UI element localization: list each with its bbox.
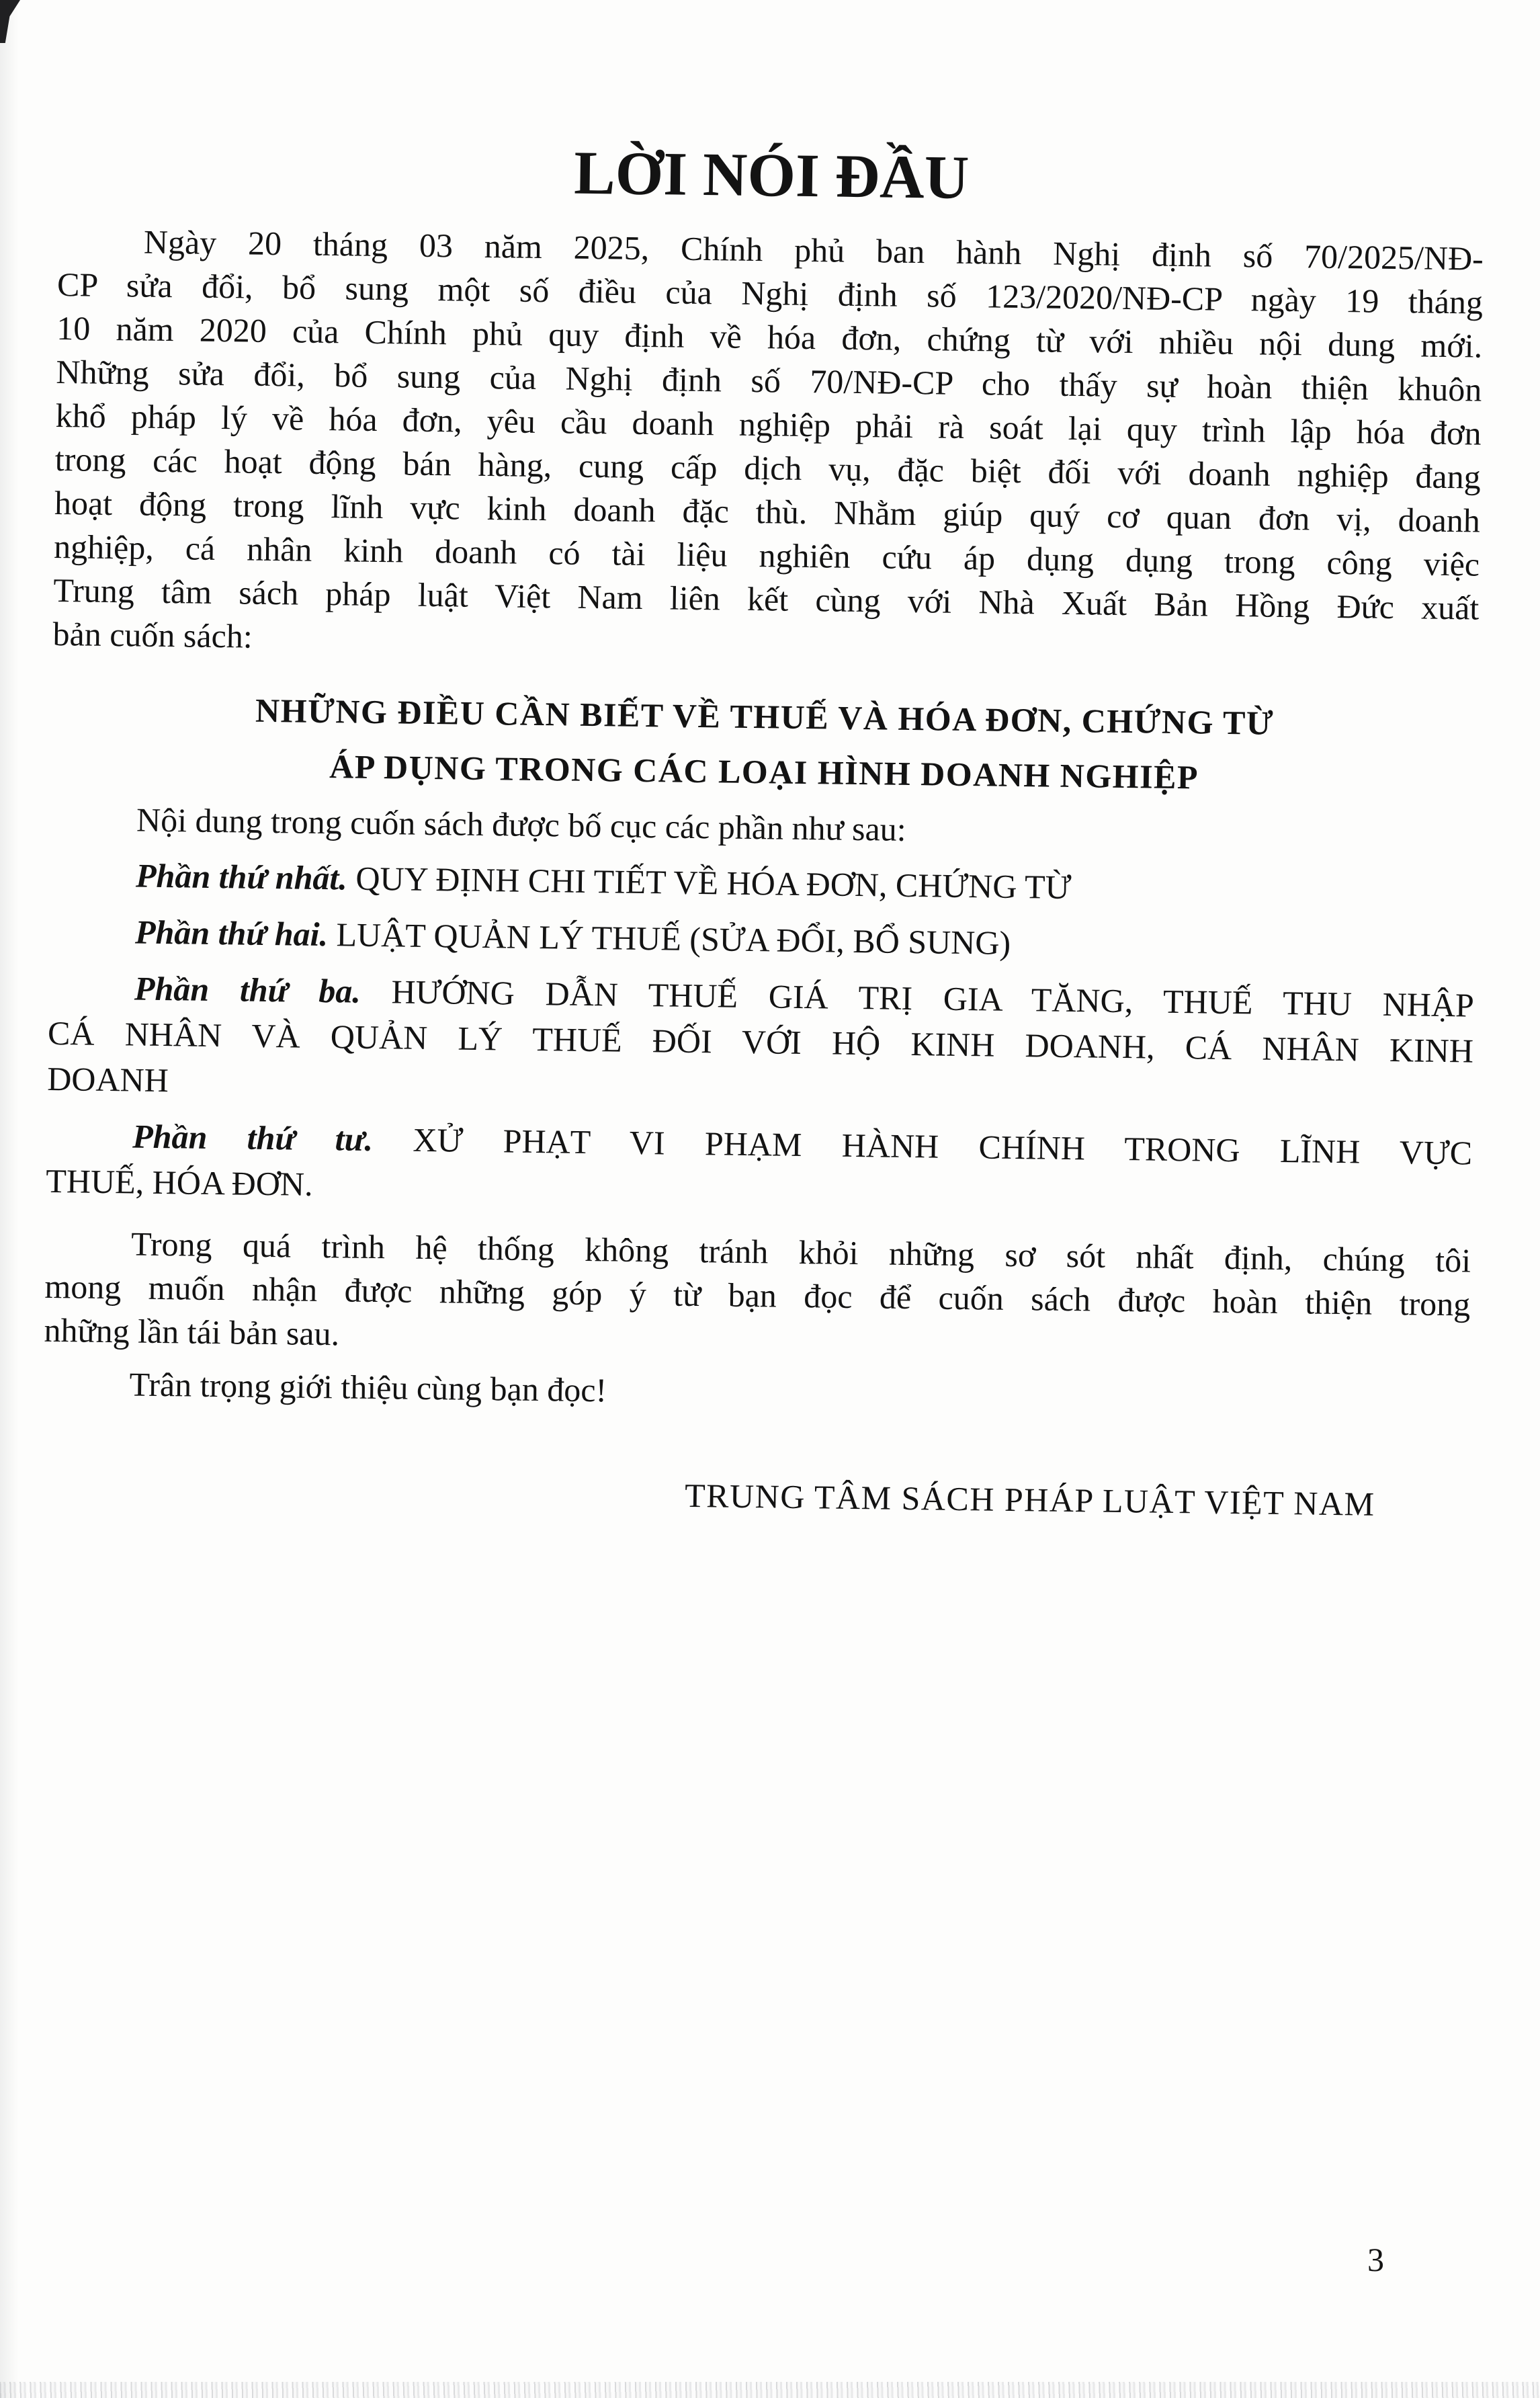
part-block	[46, 1112, 1473, 1222]
text-line	[43, 1362, 1469, 1423]
text-segment: NHỮNG ĐIỀU CẦN BIẾT VỀ THUẾ VÀ HÓA ĐƠN, CHỨNG TỪ	[255, 691, 1275, 742]
text-segment: ÁP DỤNG TRONG CÁC LOẠI HÌNH DOANH NGHIỆP	[329, 747, 1199, 796]
text-segment: Những sửa đổi, bổ sung của Nghị định số 70/NĐ-CP cho thấy sự hoàn thiện khuôn	[56, 352, 1482, 409]
publisher-signature: TRUNG TÂM SÁCH PHÁP LUẬT VIỆT NAM	[684, 1476, 1375, 1523]
text-segment: Ngày 20 tháng 03 năm 2025, Chính phủ ban hành Nghị định số 70/2025/NĐ-	[143, 222, 1484, 278]
text-segment: hoạt động trong lĩnh vực kinh doanh đặc thù. Nhằm giúp quý cơ quan đơn vị, doanh	[54, 483, 1481, 540]
text-segment: THUẾ, HÓA ĐƠN.	[46, 1161, 313, 1203]
text-segment: bản cuốn sách:	[52, 614, 253, 655]
text-line	[49, 908, 1475, 972]
text-segment: 10 năm 2020 của Chính phủ quy định về hóa đơn, chứng từ với nhiều nội dung mới.	[56, 308, 1483, 365]
part-label: Phần thứ tư.	[132, 1117, 374, 1158]
paragraph-block	[52, 219, 1484, 674]
text-line	[50, 797, 1477, 859]
part-block	[49, 908, 1475, 972]
paragraph-block	[44, 1221, 1471, 1370]
paragraph-block	[50, 797, 1477, 859]
text-segment: CP sửa đổi, bổ sung một số điều của Nghị định số 123/2020/NĐ-CP ngày 19 tháng	[56, 265, 1484, 321]
text-segment: trong các hoạt động bán hàng, cung cấp dịch vụ, đặc biệt đối với doanh nghiệp đang	[54, 440, 1482, 496]
part-block	[47, 964, 1474, 1120]
text-segment: HƯỚNG DẪN THUẾ GIÁ TRỊ GIA TĂNG, THUẾ THU NHẬP	[360, 972, 1475, 1024]
heading-block	[51, 680, 1478, 809]
part-label: Phần thứ hai.	[134, 913, 329, 954]
scan-noise-strip	[0, 2382, 1540, 2398]
paragraph-block	[43, 1362, 1469, 1423]
page-number: 3	[1367, 2241, 1384, 2278]
text-segment: CÁ NHÂN VÀ QUẢN LÝ THUẾ ĐỐI VỚI HỘ KINH DOANH, CÁ NHÂN KINH	[47, 1014, 1474, 1070]
text-line	[50, 852, 1476, 915]
part-label: Phần thứ ba.	[134, 969, 361, 1010]
document-blocks	[43, 219, 1484, 1423]
text-segment: QUY ĐỊNH CHI TIẾT VỀ HÓA ĐƠN, CHỨNG TỪ	[347, 859, 1072, 907]
page-title: LỜI NÓI ĐẦU	[573, 138, 970, 212]
scan-corner-mark	[0, 0, 20, 43]
scan-edge-shading	[0, 0, 19, 2398]
text-segment: XỬ PHẠT VI PHẠM HÀNH CHÍNH TRONG LĨNH VỰC	[372, 1120, 1473, 1172]
text-segment: mong muốn nhận được những góp ý từ bạn đọc để cuốn sách được hoàn thiện trong	[44, 1267, 1471, 1323]
part-label: Phần thứ nhất.	[135, 856, 348, 897]
text-segment: Trân trọng giới thiệu cùng bạn đọc!	[129, 1365, 607, 1409]
part-block	[50, 852, 1476, 915]
text-segment: những lần tái bản sau.	[44, 1311, 340, 1353]
page-content	[42, 132, 1485, 1526]
text-segment: LUẬT QUẢN LÝ THUẾ (SỬA ĐỔI, BỔ SUNG)	[327, 915, 1011, 962]
text-segment: khổ pháp lý về hóa đơn, yêu cầu doanh nghiệp phải rà soát lại quy trình lập hóa đơn	[55, 396, 1482, 452]
text-segment: DOANH	[46, 1059, 169, 1100]
text-segment: Trung tâm sách pháp luật Việt Nam liên kết cùng với Nhà Xuất Bản Hồng Đức xuất	[53, 571, 1480, 627]
text-segment: nghiệp, cá nhân kinh doanh có tài liệu nghiên cứu áp dụng dụng trong công việc	[53, 527, 1480, 583]
text-segment: Trong quá trình hệ thống không tránh khỏi những sơ sót nhất định, chúng tôi	[130, 1225, 1471, 1280]
text-segment: Nội dung trong cuốn sách được bố cục các phần như sau:	[136, 800, 907, 848]
